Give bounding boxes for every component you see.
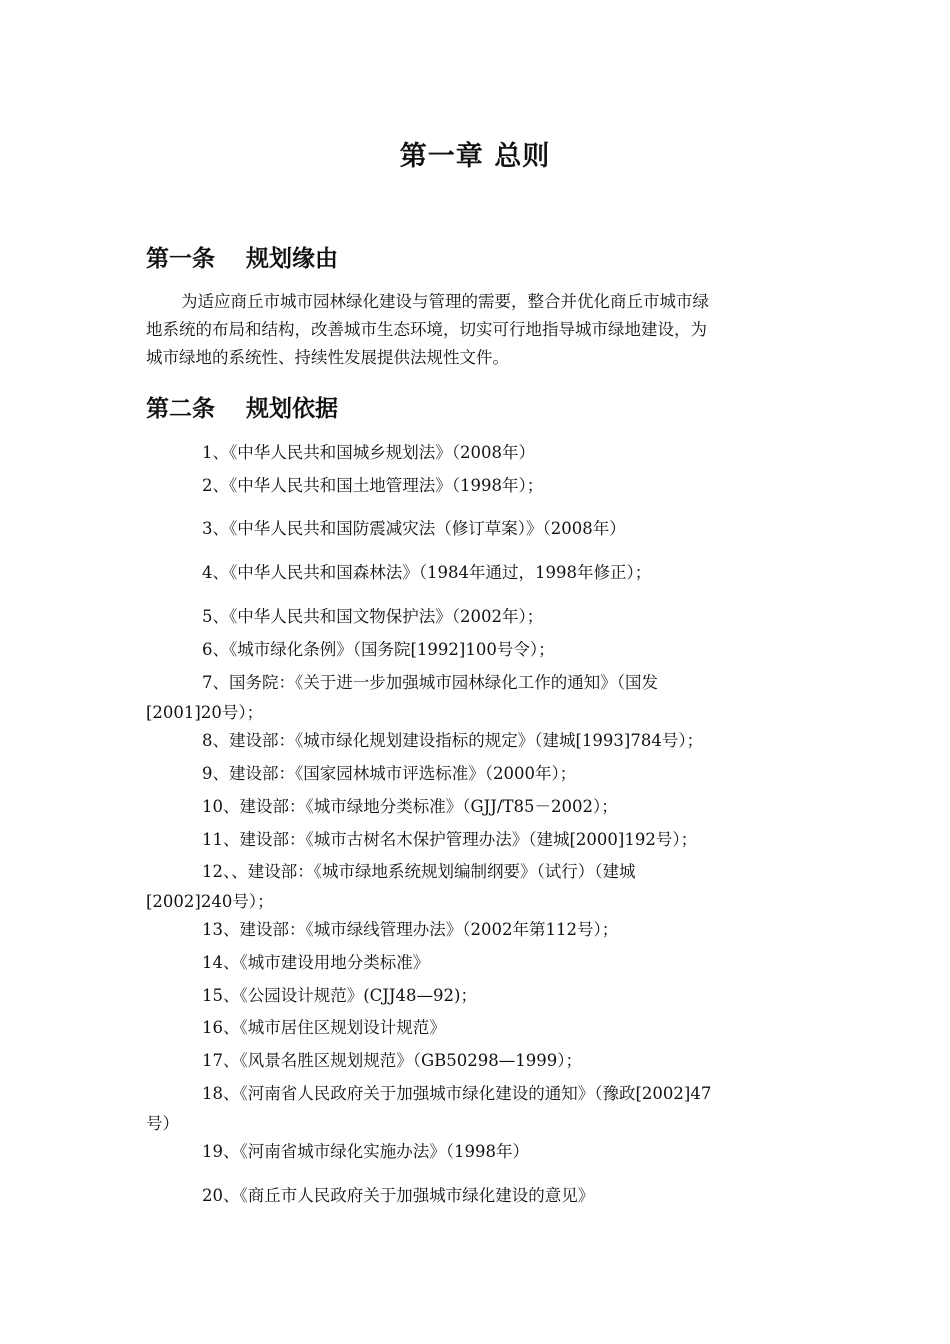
section-heading-reason: 第一条 规划缘由 [146, 246, 339, 272]
list-item-text: 2、《中华人民共和国土地管理法》（1998年）； [202, 476, 544, 495]
list-item-text: 17、《风景名胜区规划规范》（GB50298—1999）； [202, 1051, 583, 1070]
list-item [146, 726, 808, 756]
list-item [146, 1079, 808, 1139]
list-item-text: 6、《城市绿化条例》（国务院[1992]100号令）； [202, 640, 555, 659]
list-item [146, 514, 808, 544]
list-item [146, 668, 808, 728]
list-item-text: 19、《河南省城市绿化实施办法》（1998年） [202, 1142, 529, 1161]
list-item-text: 14、《城市建设用地分类标准》 [202, 953, 430, 972]
list-item [146, 825, 808, 855]
list-item-text: 13、建设部：《城市绿线管理办法》（2002年第112号）； [202, 920, 619, 939]
list-item [146, 1046, 808, 1076]
list-item [146, 857, 808, 917]
list-item-continuation: 号） [146, 1114, 179, 1133]
list-item-text: 18、《河南省人民政府关于加强城市绿化建设的通知》（豫政[2002]47 [202, 1084, 712, 1103]
chapter-title: 第一章 总则 [399, 141, 551, 172]
list-item-text: 5、《中华人民共和国文物保护法》（2002年）； [202, 607, 544, 626]
list-item [146, 915, 808, 945]
list-item-continuation: [2001]20号）； [146, 703, 264, 722]
list-item [146, 635, 808, 665]
list-item-text: 1、《中华人民共和国城乡规划法》（2008年） [202, 443, 535, 462]
list-item [146, 792, 808, 822]
list-item-continuation: [2002]240号）； [146, 892, 274, 911]
list-item [146, 1013, 808, 1043]
paragraph-line: 地系统的布局和结构，改善城市生态环境，切实可行地指导城市绿地建设，为 [146, 320, 707, 339]
list-item-text: 3、《中华人民共和国防震减灾法（修订草案）》（2008年） [202, 519, 626, 538]
list-item [146, 438, 808, 468]
list-item-text: 20、《商丘市人民政府关于加强城市绿化建设的意见》 [202, 1186, 595, 1205]
list-item [146, 948, 808, 978]
list-item-text: 9、建设部：《国家园林城市评选标准》（2000年）； [202, 764, 577, 783]
section-heading-basis: 第二条 规划依据 [146, 396, 339, 422]
list-item-text: 7、国务院：《关于进一步加强城市园林绿化工作的通知》（国发 [202, 673, 658, 692]
list-item-text: 16、《城市居住区规划设计规范》 [202, 1018, 446, 1037]
list-item-text: 12、、建设部：《城市绿地系统规划编制纲要》（试行）（建城 [202, 862, 636, 881]
list-item-text: 15、《公园设计规范》(CJJ48—92)； [202, 986, 477, 1005]
list-item-text: 10、建设部：《城市绿地分类标准》（GJJ/T85－2002）； [202, 797, 618, 816]
list-item-text: 8、建设部：《城市绿化规划建设指标的规定》（建城[1993]784号）； [202, 731, 704, 750]
paragraph-line: 城市绿地的系统性、持续性发展提供法规性文件。 [146, 348, 509, 367]
list-item [146, 759, 808, 789]
list-item [146, 1181, 808, 1211]
paragraph-line: 为适应商丘市城市园林绿化建设与管理的需要，整合并优化商丘市城市绿 [181, 292, 709, 311]
list-item [146, 471, 808, 501]
list-item-text: 11、建设部：《城市古树名木保护管理办法》（建城[2000]192号）； [202, 830, 698, 849]
list-item [146, 558, 808, 588]
list-item [146, 1137, 808, 1167]
list-item [146, 602, 808, 632]
list-item [146, 981, 808, 1011]
list-item-text: 4、《中华人民共和国森林法》（1984年通过，1998年修正）； [202, 563, 652, 582]
